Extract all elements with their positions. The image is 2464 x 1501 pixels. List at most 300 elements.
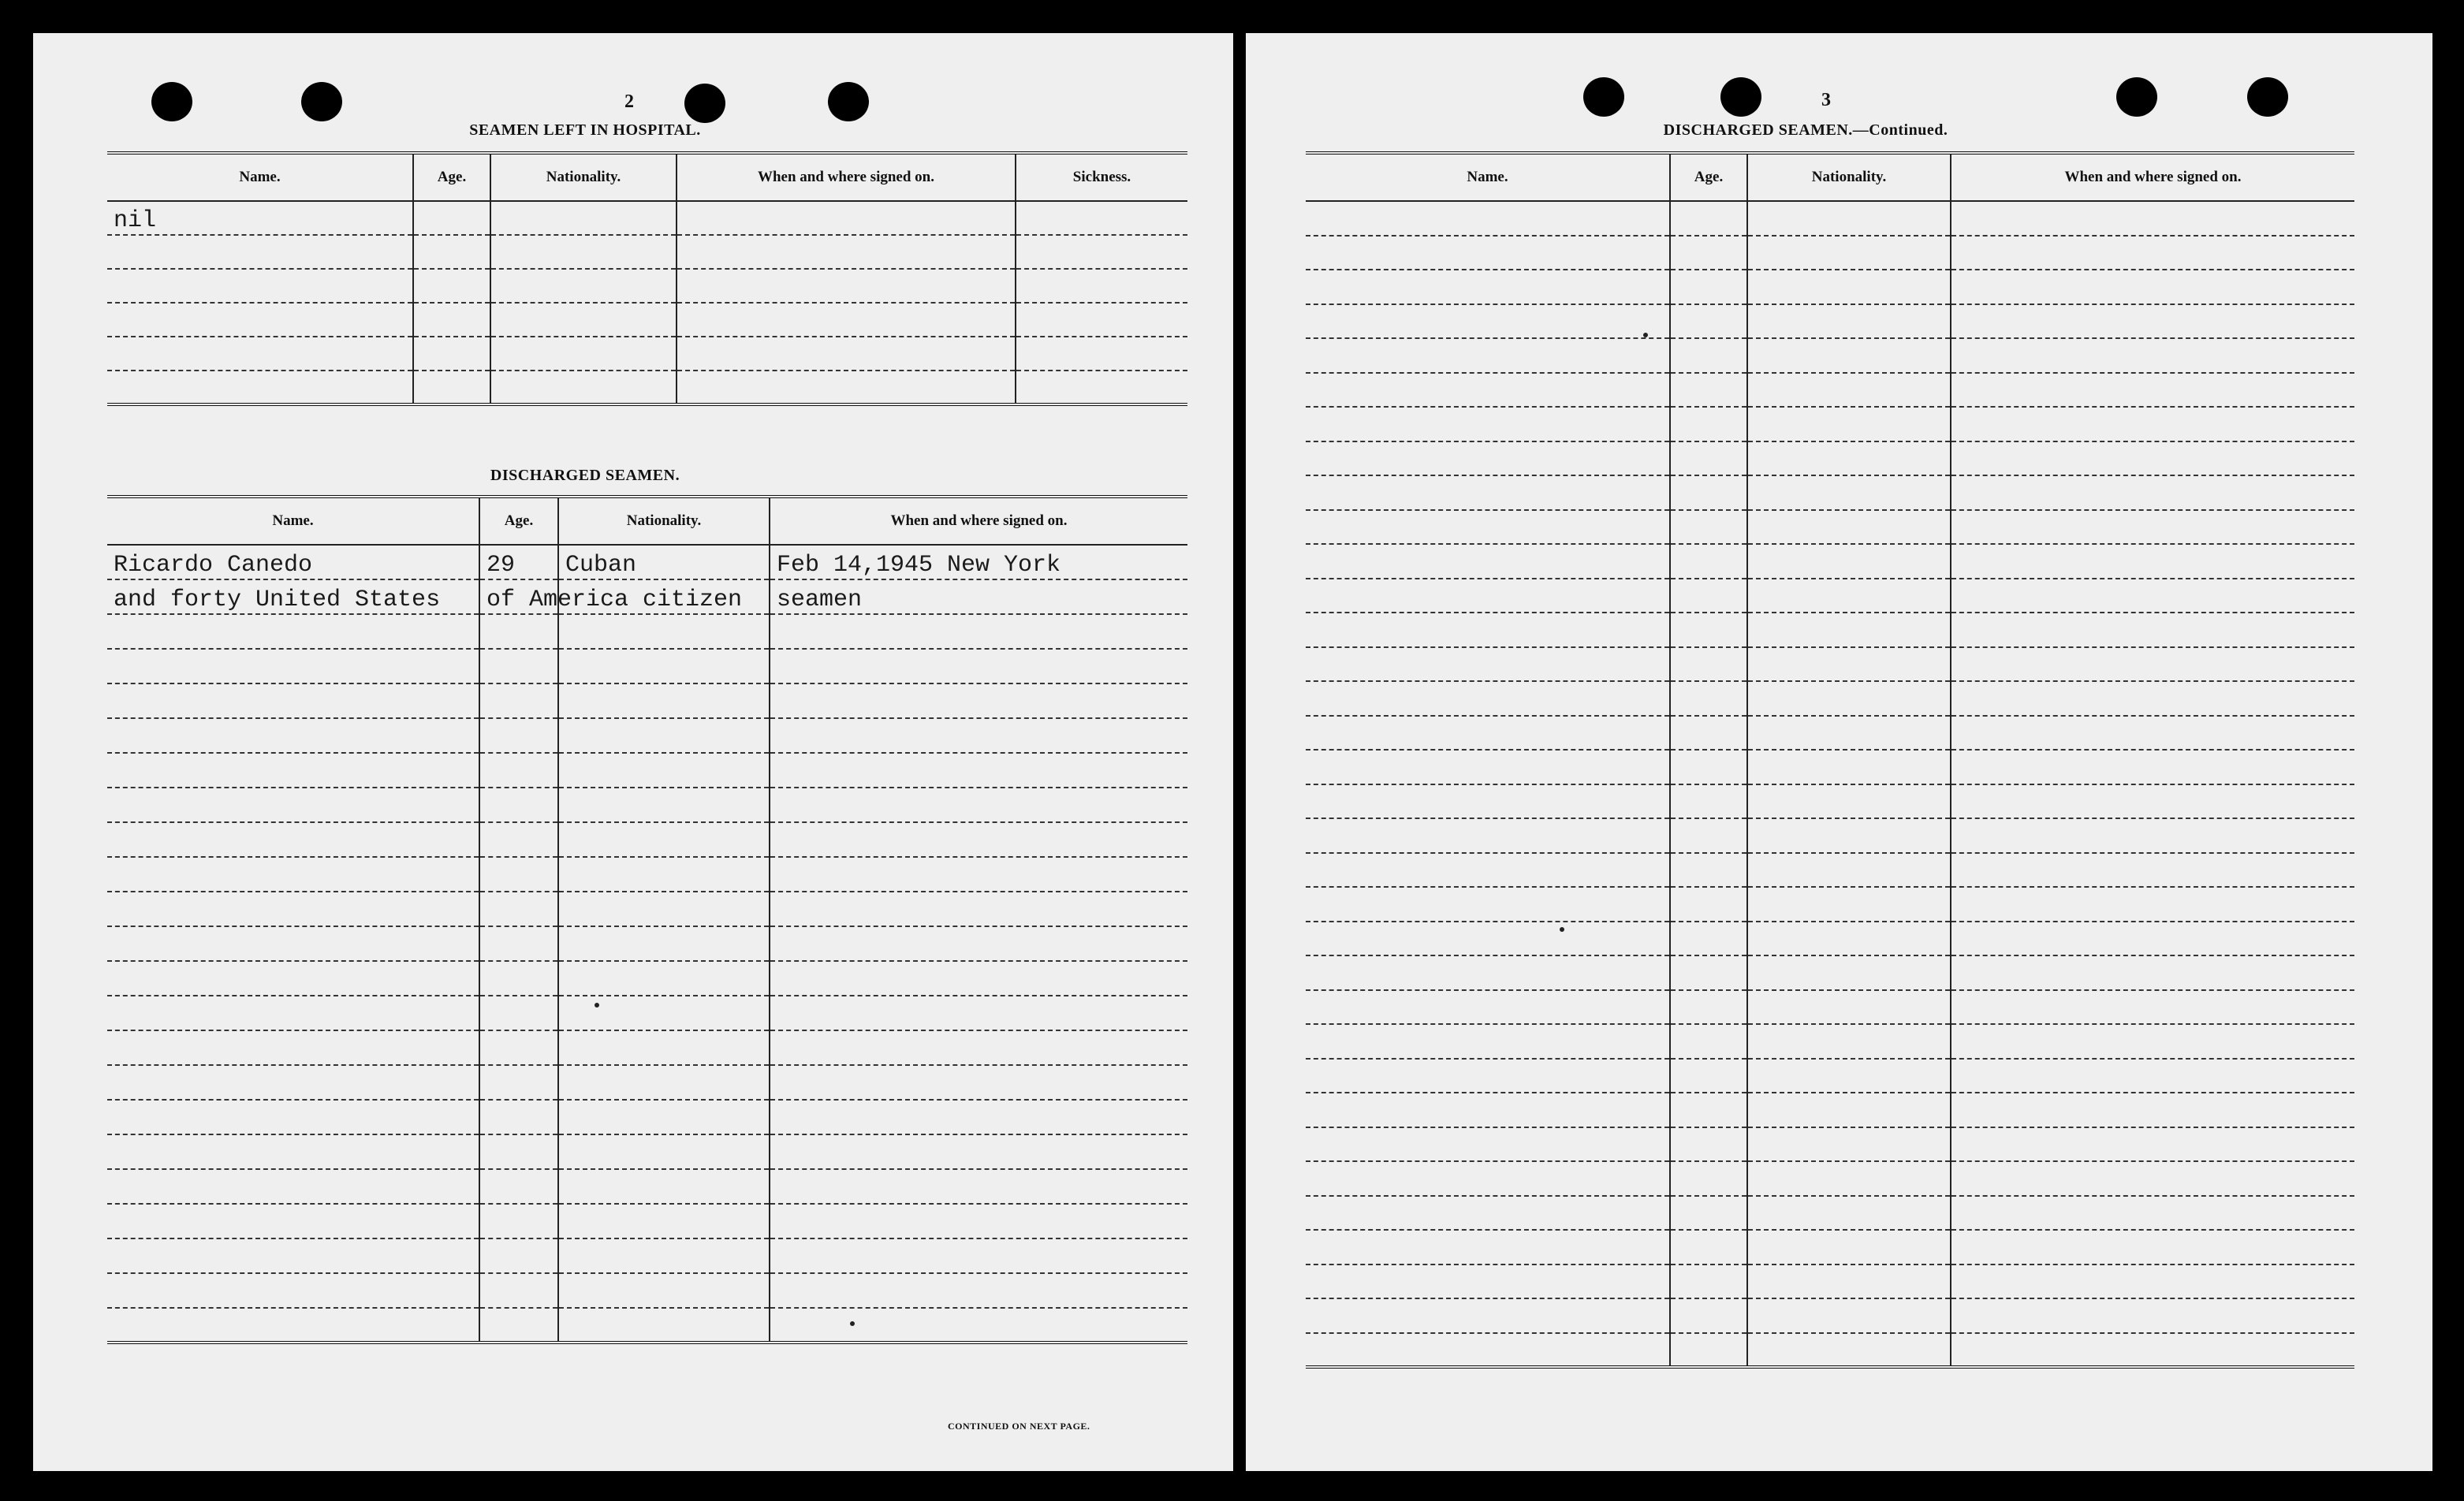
column-header: Sickness. bbox=[1016, 153, 1187, 201]
table-row bbox=[107, 1204, 1187, 1238]
table-cell bbox=[1670, 784, 1747, 819]
table-cell bbox=[413, 269, 490, 303]
table-cell bbox=[677, 201, 1016, 235]
table-cell bbox=[413, 337, 490, 371]
table-cell bbox=[1306, 1127, 1670, 1162]
table-cell bbox=[1670, 818, 1747, 853]
punch-hole bbox=[828, 82, 869, 121]
table-cell bbox=[1306, 1093, 1670, 1127]
punch-hole bbox=[2247, 77, 2288, 117]
punch-hole bbox=[2116, 77, 2157, 117]
table-cell bbox=[1747, 1059, 1951, 1093]
table-cell bbox=[1306, 510, 1670, 545]
table-cell bbox=[1951, 475, 2354, 510]
table-row bbox=[1306, 990, 2354, 1025]
table-cell bbox=[1951, 681, 2354, 716]
table-cell: 29 bbox=[479, 545, 558, 579]
table-cell bbox=[1951, 613, 2354, 647]
table-cell bbox=[1747, 853, 1951, 888]
table-cell bbox=[1670, 201, 1747, 236]
table-cell bbox=[1747, 304, 1951, 339]
table-row bbox=[107, 337, 1187, 371]
page-number: 2 bbox=[624, 91, 634, 112]
table-cell bbox=[1951, 818, 2354, 853]
table-cell bbox=[479, 1238, 558, 1273]
table-row bbox=[1306, 338, 2354, 373]
table-cell bbox=[490, 269, 677, 303]
table-cell: Ricardo Canedo bbox=[107, 545, 479, 579]
table-cell bbox=[1306, 201, 1670, 236]
table-row bbox=[107, 1134, 1187, 1169]
table-cell bbox=[1670, 475, 1747, 510]
table-cell bbox=[107, 926, 479, 961]
table-cell bbox=[1747, 579, 1951, 613]
table-cell bbox=[1306, 1230, 1670, 1264]
table-cell bbox=[1951, 1093, 2354, 1127]
table-cell bbox=[1670, 1333, 1747, 1368]
table-row bbox=[1306, 1298, 2354, 1333]
table-cell bbox=[107, 1308, 479, 1343]
table-cell bbox=[1951, 1230, 2354, 1264]
table-cell bbox=[1747, 1093, 1951, 1127]
table-row bbox=[107, 1030, 1187, 1065]
table-cell: seamen bbox=[770, 579, 1187, 614]
table-cell bbox=[558, 683, 770, 718]
table-cell bbox=[1306, 270, 1670, 304]
table-cell bbox=[1747, 475, 1951, 510]
table-cell bbox=[1306, 579, 1670, 613]
table-cell bbox=[1951, 270, 2354, 304]
column-header: Name. bbox=[107, 497, 479, 545]
table-row bbox=[107, 926, 1187, 961]
table-row bbox=[107, 996, 1187, 1030]
table-cell bbox=[1306, 716, 1670, 750]
table-row bbox=[1306, 1196, 2354, 1231]
table-cell bbox=[1951, 407, 2354, 441]
table-cell bbox=[1951, 922, 2354, 956]
table-cell bbox=[1306, 441, 1670, 476]
table-cell bbox=[1670, 716, 1747, 750]
table-cell bbox=[1747, 201, 1951, 236]
table-cell bbox=[479, 649, 558, 683]
page-number: 3 bbox=[1821, 90, 1831, 110]
table-cell bbox=[1306, 853, 1670, 888]
table-cell bbox=[1747, 647, 1951, 682]
table-cell bbox=[1670, 613, 1747, 647]
table-cell bbox=[479, 892, 558, 926]
table-row bbox=[107, 892, 1187, 926]
table-cell bbox=[1306, 407, 1670, 441]
table-cell bbox=[107, 371, 413, 404]
table-cell bbox=[107, 683, 479, 718]
table-cell bbox=[1306, 1333, 1670, 1368]
table-row bbox=[1306, 544, 2354, 579]
table-cell bbox=[770, 961, 1187, 996]
table-cell bbox=[1747, 1230, 1951, 1264]
column-header: Age. bbox=[479, 497, 558, 545]
table-cell bbox=[558, 892, 770, 926]
table-cell bbox=[1747, 510, 1951, 545]
table-cell bbox=[1670, 579, 1747, 613]
table-cell bbox=[1747, 784, 1951, 819]
table-row bbox=[1306, 201, 2354, 236]
table-cell bbox=[107, 303, 413, 337]
table-row bbox=[1306, 818, 2354, 853]
table-cell bbox=[677, 337, 1016, 371]
table-cell bbox=[1951, 441, 2354, 476]
table-cell bbox=[107, 235, 413, 269]
table-cell bbox=[1951, 1196, 2354, 1231]
table-cell bbox=[479, 961, 558, 996]
table-cell bbox=[1306, 338, 1670, 373]
table-cell bbox=[479, 1169, 558, 1204]
table-row bbox=[1306, 1264, 2354, 1299]
table-row bbox=[1306, 613, 2354, 647]
table-cell bbox=[558, 1169, 770, 1204]
table-cell bbox=[107, 649, 479, 683]
column-header: Nationality. bbox=[558, 497, 770, 545]
table-cell bbox=[1951, 1298, 2354, 1333]
table-cell bbox=[1951, 887, 2354, 922]
table-cell bbox=[1016, 235, 1187, 269]
table-cell bbox=[1951, 955, 2354, 990]
table-cell bbox=[1951, 544, 2354, 579]
table-row bbox=[107, 201, 1187, 235]
table-row bbox=[107, 579, 1187, 614]
column-header: When and where signed on. bbox=[1951, 153, 2354, 201]
table-cell bbox=[1951, 853, 2354, 888]
table-cell bbox=[1670, 407, 1747, 441]
table-cell bbox=[1951, 201, 2354, 236]
table-cell bbox=[1306, 681, 1670, 716]
table-cell bbox=[413, 201, 490, 235]
table-cell: Feb 14,1945 New York bbox=[770, 545, 1187, 579]
table-cell bbox=[770, 822, 1187, 857]
table-row bbox=[107, 614, 1187, 649]
table-cell bbox=[1670, 955, 1747, 990]
table-row bbox=[1306, 475, 2354, 510]
table-cell bbox=[770, 1238, 1187, 1273]
table-cell bbox=[1306, 990, 1670, 1025]
column-header: When and where signed on. bbox=[677, 153, 1016, 201]
table-row bbox=[107, 1100, 1187, 1134]
table-cell bbox=[1670, 373, 1747, 408]
table-row bbox=[1306, 647, 2354, 682]
table-cell bbox=[1670, 1093, 1747, 1127]
table-cell bbox=[770, 683, 1187, 718]
table-cell bbox=[479, 683, 558, 718]
table-cell bbox=[770, 857, 1187, 892]
table-row bbox=[1306, 955, 2354, 990]
table-cell bbox=[558, 718, 770, 753]
table-cell bbox=[1747, 544, 1951, 579]
table-row bbox=[1306, 784, 2354, 819]
table-cell bbox=[1016, 303, 1187, 337]
table-cell bbox=[1747, 270, 1951, 304]
table-row bbox=[1306, 1093, 2354, 1127]
table-row bbox=[1306, 1230, 2354, 1264]
column-header: Name. bbox=[107, 153, 413, 201]
table-row bbox=[107, 753, 1187, 788]
table-row bbox=[1306, 716, 2354, 750]
table-cell bbox=[1016, 269, 1187, 303]
table-cell bbox=[1747, 1127, 1951, 1162]
table-cell bbox=[1951, 338, 2354, 373]
table-cell bbox=[558, 926, 770, 961]
table-cell bbox=[558, 1030, 770, 1065]
table-cell bbox=[677, 235, 1016, 269]
table-cell bbox=[558, 1308, 770, 1343]
table-cell bbox=[770, 788, 1187, 822]
column-header: Nationality. bbox=[1747, 153, 1951, 201]
table-cell bbox=[1747, 236, 1951, 270]
table-cell bbox=[479, 1204, 558, 1238]
column-header: Name. bbox=[1306, 153, 1670, 201]
table-cell bbox=[413, 235, 490, 269]
table-cell bbox=[1016, 201, 1187, 235]
table-cell bbox=[1670, 990, 1747, 1025]
table-cell bbox=[1306, 955, 1670, 990]
table-row bbox=[107, 822, 1187, 857]
table-cell bbox=[770, 1169, 1187, 1204]
table-cell bbox=[479, 1030, 558, 1065]
continued-section-title: DISCHARGED SEAMEN.—Continued. bbox=[1663, 121, 1948, 139]
table-cell bbox=[479, 1134, 558, 1169]
table-cell bbox=[1306, 475, 1670, 510]
table-cell bbox=[413, 303, 490, 337]
table-cell bbox=[1306, 1264, 1670, 1299]
table-cell bbox=[413, 371, 490, 404]
table-cell bbox=[107, 1169, 479, 1204]
table-cell bbox=[1747, 338, 1951, 373]
paper-speck bbox=[595, 1003, 599, 1007]
table-cell bbox=[770, 1065, 1187, 1100]
table-cell bbox=[1670, 304, 1747, 339]
table-cell bbox=[490, 235, 677, 269]
table-cell: Cuban bbox=[558, 545, 770, 579]
table-cell bbox=[1306, 887, 1670, 922]
table-cell bbox=[1306, 304, 1670, 339]
table-cell bbox=[558, 1134, 770, 1169]
table-cell bbox=[1747, 613, 1951, 647]
table-row bbox=[107, 1238, 1187, 1273]
table-cell bbox=[1747, 407, 1951, 441]
table-cell bbox=[677, 303, 1016, 337]
paper-speck bbox=[850, 1321, 855, 1326]
table-row bbox=[1306, 304, 2354, 339]
table-cell bbox=[479, 753, 558, 788]
table-cell: and forty United States bbox=[107, 579, 479, 614]
table-cell bbox=[558, 788, 770, 822]
table-cell bbox=[1747, 373, 1951, 408]
table-row bbox=[107, 1169, 1187, 1204]
table-cell bbox=[1747, 1298, 1951, 1333]
table-cell bbox=[558, 649, 770, 683]
table-row bbox=[107, 1308, 1187, 1343]
table-row bbox=[1306, 1161, 2354, 1196]
table-cell bbox=[107, 614, 479, 649]
table-cell bbox=[1747, 1196, 1951, 1231]
table-cell bbox=[1747, 990, 1951, 1025]
table-cell bbox=[770, 892, 1187, 926]
table-cell bbox=[1747, 1024, 1951, 1059]
table-cell bbox=[770, 1100, 1187, 1134]
table-cell bbox=[1670, 647, 1747, 682]
table-cell bbox=[490, 371, 677, 404]
table-row bbox=[1306, 1024, 2354, 1059]
punch-hole bbox=[1583, 77, 1624, 117]
table-cell bbox=[1951, 236, 2354, 270]
punch-hole bbox=[1720, 77, 1761, 117]
table-cell bbox=[107, 857, 479, 892]
table-cell bbox=[1306, 613, 1670, 647]
table-row bbox=[1306, 887, 2354, 922]
table-cell bbox=[558, 857, 770, 892]
table-cell bbox=[1670, 1161, 1747, 1196]
paper-speck bbox=[1643, 333, 1648, 337]
table-cell bbox=[558, 1100, 770, 1134]
table-cell bbox=[1306, 750, 1670, 784]
table-row bbox=[1306, 407, 2354, 441]
table-cell bbox=[1670, 1024, 1747, 1059]
table-cell bbox=[677, 371, 1016, 404]
table-cell bbox=[479, 822, 558, 857]
table-cell bbox=[1306, 647, 1670, 682]
table-cell bbox=[479, 788, 558, 822]
table-cell bbox=[558, 1238, 770, 1273]
table-row bbox=[107, 961, 1187, 996]
table-cell bbox=[770, 1030, 1187, 1065]
table-row bbox=[1306, 1059, 2354, 1093]
table-cell bbox=[1670, 544, 1747, 579]
table-cell bbox=[558, 961, 770, 996]
table-cell bbox=[1670, 922, 1747, 956]
table-cell bbox=[479, 1308, 558, 1343]
table-cell bbox=[479, 718, 558, 753]
table-cell bbox=[1306, 784, 1670, 819]
table-cell bbox=[479, 996, 558, 1030]
table-cell bbox=[1747, 922, 1951, 956]
table-cell bbox=[107, 1100, 479, 1134]
table-row bbox=[107, 788, 1187, 822]
table-cell bbox=[107, 996, 479, 1030]
table-row bbox=[1306, 750, 2354, 784]
table-cell bbox=[1747, 716, 1951, 750]
table-cell bbox=[1306, 1024, 1670, 1059]
table-cell bbox=[1306, 373, 1670, 408]
table-cell bbox=[479, 857, 558, 892]
table-cell bbox=[1747, 681, 1951, 716]
table-cell bbox=[1670, 1298, 1747, 1333]
table-cell bbox=[770, 926, 1187, 961]
table-row bbox=[1306, 681, 2354, 716]
table-cell bbox=[1747, 887, 1951, 922]
table-cell bbox=[1951, 1024, 2354, 1059]
table-cell bbox=[490, 337, 677, 371]
table-cell bbox=[1747, 818, 1951, 853]
column-header: Age. bbox=[1670, 153, 1747, 201]
table-cell bbox=[479, 1100, 558, 1134]
table-cell bbox=[479, 1273, 558, 1308]
discharged-table bbox=[107, 495, 1187, 1344]
table-row bbox=[1306, 579, 2354, 613]
table-cell bbox=[1670, 1196, 1747, 1231]
table-cell bbox=[107, 822, 479, 857]
table-cell bbox=[479, 614, 558, 649]
paper-speck bbox=[1560, 927, 1564, 932]
table-cell bbox=[107, 1030, 479, 1065]
table-cell bbox=[1670, 510, 1747, 545]
table-cell bbox=[677, 269, 1016, 303]
table-cell bbox=[107, 1238, 479, 1273]
table-cell bbox=[1670, 1059, 1747, 1093]
continued-note: CONTINUED ON NEXT PAGE. bbox=[948, 1421, 1090, 1432]
table-cell bbox=[107, 337, 413, 371]
table-cell bbox=[107, 269, 413, 303]
table-cell bbox=[558, 1204, 770, 1238]
table-cell bbox=[479, 1065, 558, 1100]
table-cell bbox=[770, 1134, 1187, 1169]
table-cell bbox=[770, 614, 1187, 649]
table-cell bbox=[558, 614, 770, 649]
table-cell bbox=[1747, 750, 1951, 784]
table-cell bbox=[1670, 750, 1747, 784]
table-cell bbox=[1670, 1127, 1747, 1162]
table-row bbox=[1306, 236, 2354, 270]
table-cell bbox=[1670, 338, 1747, 373]
table-cell bbox=[1306, 1161, 1670, 1196]
table-row bbox=[1306, 1333, 2354, 1368]
table-cell bbox=[479, 926, 558, 961]
punch-hole bbox=[301, 82, 342, 121]
table-row bbox=[1306, 853, 2354, 888]
table-cell bbox=[770, 649, 1187, 683]
table-row bbox=[1306, 922, 2354, 956]
table-cell bbox=[1016, 371, 1187, 404]
table-cell bbox=[1306, 1196, 1670, 1231]
table-cell bbox=[1747, 441, 1951, 476]
table-cell bbox=[1951, 647, 2354, 682]
table-cell bbox=[1306, 1298, 1670, 1333]
table-cell bbox=[490, 201, 677, 235]
table-row bbox=[107, 649, 1187, 683]
table-cell bbox=[770, 1308, 1187, 1343]
table-cell bbox=[107, 961, 479, 996]
table-cell bbox=[1951, 716, 2354, 750]
table-cell bbox=[1670, 441, 1747, 476]
table-cell bbox=[107, 1273, 479, 1308]
table-cell bbox=[1670, 681, 1747, 716]
table-row bbox=[107, 718, 1187, 753]
table-cell bbox=[1951, 750, 2354, 784]
table-row bbox=[107, 683, 1187, 718]
table-cell bbox=[1306, 236, 1670, 270]
column-header: Age. bbox=[413, 153, 490, 201]
table-cell bbox=[1951, 1264, 2354, 1299]
table-cell: of America citizen bbox=[479, 579, 558, 614]
table-cell bbox=[107, 753, 479, 788]
table-cell bbox=[1951, 510, 2354, 545]
table-cell bbox=[1670, 853, 1747, 888]
table-cell bbox=[1951, 784, 2354, 819]
table-cell bbox=[1306, 1059, 1670, 1093]
table-cell bbox=[1670, 1230, 1747, 1264]
table-row bbox=[1306, 510, 2354, 545]
table-cell bbox=[770, 1273, 1187, 1308]
table-cell bbox=[1306, 818, 1670, 853]
table-cell bbox=[558, 822, 770, 857]
table-cell bbox=[490, 303, 677, 337]
